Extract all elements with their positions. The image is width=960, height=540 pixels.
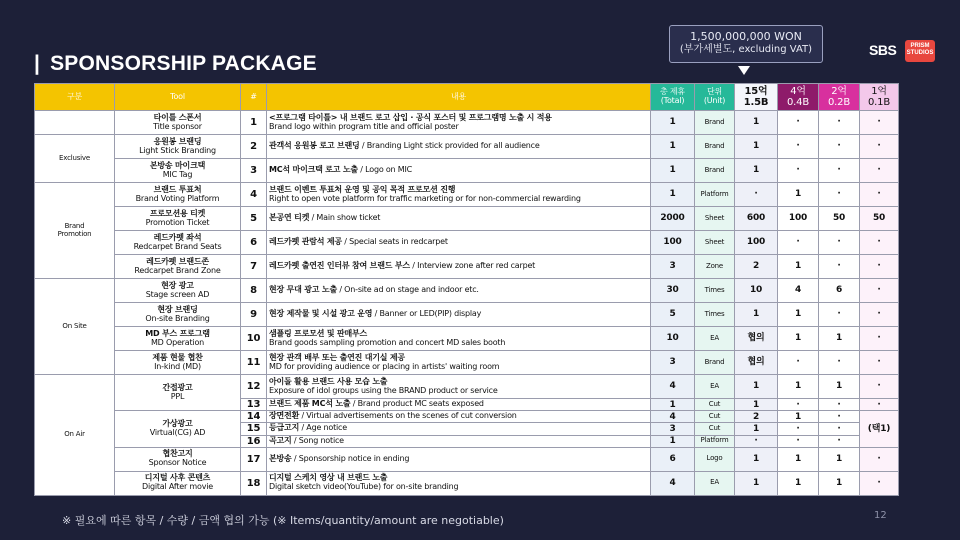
content-ko: 장면전환	[269, 411, 300, 421]
tier-0-4b-cell: 1	[778, 375, 819, 399]
unit-cell: Brand	[695, 159, 735, 183]
unit-cell: EA	[695, 375, 735, 399]
tier-1-5b-cell: 1	[735, 159, 778, 183]
row-number: 8	[241, 279, 267, 303]
tier-0-1b-cell: ·	[860, 303, 899, 327]
total-cell: 2000	[651, 207, 695, 231]
tier-0-1b-cell: ·	[860, 279, 899, 303]
tier-1-5b-cell: 1	[735, 423, 778, 435]
tool-cell	[115, 375, 241, 411]
tool-ko: 레드카펫 브랜드존	[146, 256, 209, 266]
content-cell	[267, 207, 651, 231]
unit-cell: EA	[695, 327, 735, 351]
tier-1-5b-en: 1.5B	[743, 97, 769, 108]
price-box	[669, 25, 823, 63]
content-ko: 현장 무대 광고 노출	[269, 285, 337, 295]
total-cell: 1	[651, 111, 695, 135]
tier-1-5b-cell: 1	[735, 303, 778, 327]
content-ko: 현장 관객 배부 또는 출연진 대기실 제공	[269, 352, 405, 362]
tier-0-1b-cell: ·	[860, 135, 899, 159]
tier-1-5b-cell: 1	[735, 399, 778, 411]
tool-ko: 협찬고지	[162, 449, 193, 459]
header-total-ko: 총 제휴	[660, 87, 685, 97]
unit-cell: Times	[695, 279, 735, 303]
tier-0-2b-cell: 1	[819, 471, 860, 495]
content-cell	[267, 135, 651, 159]
total-cell: 30	[651, 279, 695, 303]
tier-0-1b-cell: ·	[860, 399, 899, 411]
tool-cell	[115, 111, 241, 135]
tier-0-2b-cell: 50	[819, 207, 860, 231]
content-ko: <프로그램 타이틀> 내 브랜드 로고 삽입 · 공식 포스터 및 프로그램명 노출 시 적용	[269, 112, 552, 122]
content-ko: 디지털 스케치 영상 내 브랜드 노출	[269, 473, 388, 483]
content-ko: 레드카펫 관람석 제공	[269, 237, 342, 247]
tier-0-4b-cell: 1	[778, 327, 819, 351]
content-ko: 브랜드 이벤트 투표처 운영 및 공익 목적 프로모션 진행	[269, 184, 456, 194]
tool-en: In-kind (MD)	[154, 361, 201, 371]
tier-0-4b-cell: ·	[778, 399, 819, 411]
header-total-en: (Total)	[660, 96, 685, 105]
tool-ko: MD 부스 프로그램	[145, 328, 210, 338]
tool-cell	[115, 159, 241, 183]
total-cell: 5	[651, 303, 695, 327]
content-cell	[267, 435, 651, 447]
header-tier-0-4b	[778, 84, 819, 111]
tool-ko: 프로모션용 티켓	[149, 208, 206, 218]
row-number: 2	[241, 135, 267, 159]
content-en: / Banner or LED(PIP) display	[372, 309, 482, 319]
tool-ko: 현장 광고	[161, 280, 194, 290]
tier-0-2b-cell: 1	[819, 447, 860, 471]
content-en: / On-site ad on stage and indoor etc.	[336, 285, 479, 295]
tier-0-2b-cell: ·	[819, 159, 860, 183]
content-en: / Age notice	[299, 423, 347, 433]
tier-0-2b-cell: ·	[819, 423, 860, 435]
tool-en: Sponsor Notice	[148, 458, 207, 468]
tool-ko: 레드카펫 좌석	[153, 232, 202, 242]
content-cell	[267, 327, 651, 351]
total-cell: 3	[651, 351, 695, 375]
footer-note: ※ 필요에 따른 항목 / 수량 / 금액 협의 가능 (※ Items/quantity/amount are negotiable)	[62, 514, 504, 527]
table-row	[35, 183, 899, 207]
tier-0-4b-cell: 4	[778, 279, 819, 303]
row-number: 1	[241, 111, 267, 135]
tier-0-1b-cell: ·	[860, 111, 899, 135]
content-ko: 현장 제작물 및 시설 광고 운영	[269, 309, 373, 319]
content-en: / Logo on MIC	[357, 165, 413, 175]
row-number: 10	[241, 327, 267, 351]
table-row	[35, 471, 899, 495]
row-number: 16	[241, 435, 267, 447]
tool-en: Title sponsor	[153, 121, 202, 131]
content-en: Digital sketch video(YouTube) for on-site branding	[269, 482, 459, 492]
table-row	[35, 255, 899, 279]
tier-0-1b-cell: ·	[860, 471, 899, 495]
content-cell	[267, 255, 651, 279]
tier-1-5b-cell: 2	[735, 255, 778, 279]
tool-cell	[115, 135, 241, 159]
content-cell	[267, 351, 651, 375]
total-cell: 1	[651, 183, 695, 207]
content-en: / Brand product MC seats exposed	[350, 399, 484, 409]
total-cell: 1	[651, 399, 695, 411]
header-tool: Tool	[115, 84, 241, 111]
unit-cell: Platform	[695, 435, 735, 447]
tier-0-1b-cell: ·	[860, 447, 899, 471]
tool-ko: 가상광고	[162, 419, 193, 429]
tool-cell	[115, 255, 241, 279]
total-cell: 6	[651, 447, 695, 471]
tier-0-1b-cell: ·	[860, 351, 899, 375]
total-cell: 4	[651, 375, 695, 399]
content-en: Right to open vote platform for traffic marketing or for non-commercial rewarding	[269, 193, 581, 203]
row-number: 3	[241, 159, 267, 183]
table-row	[35, 159, 899, 183]
table-row	[35, 231, 899, 255]
tier-0-2b-cell: ·	[819, 435, 860, 447]
unit-cell: EA	[695, 471, 735, 495]
unit-cell: Zone	[695, 255, 735, 279]
tool-ko: 브랜드 투표처	[153, 184, 202, 194]
tier-0-4b-cell: ·	[778, 351, 819, 375]
price-note: (부가세별도, excluding VAT)	[679, 43, 813, 55]
tool-ko: 디지털 사후 콘텐츠	[144, 473, 211, 483]
table-row	[35, 279, 899, 303]
total-cell: 100	[651, 231, 695, 255]
tier-0-1b-choice-cell: (택1)	[860, 411, 899, 448]
unit-cell: Brand	[695, 111, 735, 135]
table-row	[35, 375, 899, 399]
tool-cell	[115, 207, 241, 231]
tier-0-2b-cell: ·	[819, 399, 860, 411]
header-content: 내용	[267, 84, 651, 111]
page-title	[34, 52, 317, 76]
unit-cell: Cut	[695, 411, 735, 423]
tool-cell	[115, 231, 241, 255]
category-brand-line1: Brand	[64, 221, 85, 230]
total-cell: 1	[651, 135, 695, 159]
tier-0-1b-ko: 1억	[871, 86, 887, 97]
tier-0-4b-cell: ·	[778, 111, 819, 135]
partner-logo-line2: STUDIOS	[906, 49, 934, 56]
tier-0-4b-cell: 1	[778, 471, 819, 495]
tier-0-2b-cell: ·	[819, 255, 860, 279]
tier-0-4b-cell: 1	[778, 183, 819, 207]
tool-en: PPL	[170, 391, 185, 401]
tool-en: Virtual(CG) AD	[149, 427, 206, 437]
tool-ko: 본방송 마이크택	[149, 160, 206, 170]
header-unit-en: (Unit)	[703, 96, 726, 105]
tier-0-2b-en: 0.2B	[828, 97, 850, 108]
tool-ko: 타이틀 스폰서	[153, 112, 202, 122]
tier-0-1b-cell: ·	[860, 327, 899, 351]
total-cell: 1	[651, 435, 695, 447]
tool-ko: 제품 현물 협찬	[152, 352, 203, 362]
category-exclusive: Exclusive	[35, 135, 115, 183]
tier-1-5b-cell: ·	[735, 183, 778, 207]
total-cell: 4	[651, 411, 695, 423]
content-en: / Branding Light stick provided for all audience	[359, 141, 540, 151]
unit-cell: Times	[695, 303, 735, 327]
header-number: #	[241, 84, 267, 111]
table-row	[35, 351, 899, 375]
content-cell	[267, 399, 651, 411]
total-cell: 1	[651, 159, 695, 183]
tier-1-5b-cell: 1	[735, 471, 778, 495]
tool-cell	[115, 447, 241, 471]
tier-0-4b-cell: 100	[778, 207, 819, 231]
tier-0-1b-cell: ·	[860, 183, 899, 207]
content-ko: 본공연 티켓	[269, 213, 310, 223]
tier-1-5b-cell: 100	[735, 231, 778, 255]
header-tier-0-2b	[819, 84, 860, 111]
title-bar: |	[34, 52, 41, 75]
content-ko: MC석 마이크택 로고 노출	[269, 165, 358, 175]
page-number: 12	[874, 510, 887, 521]
table-row	[35, 111, 899, 135]
table-row	[35, 207, 899, 231]
tier-0-2b-cell: 1	[819, 375, 860, 399]
content-cell	[267, 375, 651, 399]
tier-0-2b-cell: ·	[819, 135, 860, 159]
content-ko: 아이돌 활용 브랜드 사용 모습 노출	[269, 376, 388, 386]
tool-cell	[115, 183, 241, 207]
unit-cell: Cut	[695, 399, 735, 411]
tier-0-4b-cell: 1	[778, 411, 819, 423]
tier-0-4b-cell: 1	[778, 255, 819, 279]
tier-0-2b-cell: ·	[819, 351, 860, 375]
tier-0-4b-cell: 1	[778, 447, 819, 471]
content-en: Brand logo within program title and official poster	[269, 121, 459, 131]
title-text: SPONSORSHIP PACKAGE	[50, 52, 317, 75]
tier-0-2b-cell: ·	[819, 231, 860, 255]
content-en: / Song notice	[291, 435, 344, 445]
tier-0-2b-cell: 1	[819, 327, 860, 351]
unit-cell: Platform	[695, 183, 735, 207]
row-number: 13	[241, 399, 267, 411]
table-row	[35, 135, 899, 159]
sbs-logo: SBS	[869, 42, 897, 58]
content-cell	[267, 231, 651, 255]
content-ko: 본방송	[269, 453, 292, 463]
tool-ko: 간접광고	[162, 382, 193, 392]
content-cell	[267, 471, 651, 495]
tier-1-5b-cell: 1	[735, 135, 778, 159]
tier-0-2b-cell: ·	[819, 183, 860, 207]
tier-0-2b-cell: ·	[819, 411, 860, 423]
tier-0-1b-cell: 50	[860, 207, 899, 231]
category-onsite: On Site	[35, 279, 115, 375]
unit-cell: Cut	[695, 423, 735, 435]
tier-1-5b-cell: 협의	[735, 327, 778, 351]
category-onair: On Air	[35, 375, 115, 496]
tool-en: On-site Branding	[145, 313, 210, 323]
tier-0-1b-cell: ·	[860, 255, 899, 279]
tool-en: Digital After movie	[141, 482, 213, 492]
price-pointer-icon	[738, 66, 750, 75]
unit-cell: Sheet	[695, 231, 735, 255]
content-en: / Interview zone after red carpet	[409, 261, 536, 271]
unit-cell: Logo	[695, 447, 735, 471]
content-ko: 브랜드 제품 MC석 노출	[269, 399, 351, 409]
content-cell	[267, 303, 651, 327]
tier-1-5b-cell: 1	[735, 375, 778, 399]
row-number: 4	[241, 183, 267, 207]
content-cell	[267, 183, 651, 207]
header-unit-ko: 단위	[706, 87, 723, 97]
content-en: / Main show ticket	[309, 213, 381, 223]
tier-0-2b-cell: ·	[819, 111, 860, 135]
tier-1-5b-cell: 600	[735, 207, 778, 231]
tier-0-4b-cell: ·	[778, 435, 819, 447]
tier-1-5b-cell: 2	[735, 411, 778, 423]
content-cell	[267, 159, 651, 183]
tier-1-5b-ko: 15억	[744, 86, 768, 97]
tool-en: MIC Tag	[162, 169, 193, 179]
partner-logo	[905, 40, 935, 62]
tier-0-1b-en: 0.1B	[868, 97, 890, 108]
total-cell: 3	[651, 423, 695, 435]
tool-en: Stage screen AD	[145, 289, 210, 299]
tier-0-2b-ko: 2억	[831, 86, 847, 97]
content-cell	[267, 279, 651, 303]
tier-0-4b-cell: 1	[778, 303, 819, 327]
row-number: 12	[241, 375, 267, 399]
partner-logo-line1: PRISM	[910, 43, 930, 49]
tier-0-4b-en: 0.4B	[787, 97, 809, 108]
content-en: / Virtual advertisements on the scenes of cut conversion	[299, 411, 517, 421]
row-number: 18	[241, 471, 267, 495]
unit-cell: Sheet	[695, 207, 735, 231]
row-number: 14	[241, 411, 267, 423]
row-number: 15	[241, 423, 267, 435]
content-ko: 등급고지	[269, 423, 300, 433]
tier-0-4b-cell: ·	[778, 135, 819, 159]
header-tier-0-1b	[860, 84, 899, 111]
header-tier-1-5b	[735, 84, 778, 111]
tier-0-1b-cell: ·	[860, 231, 899, 255]
total-cell: 3	[651, 255, 695, 279]
tool-cell	[115, 411, 241, 448]
table-row	[35, 411, 899, 423]
row-number: 5	[241, 207, 267, 231]
tool-en: Brand Voting Platform	[135, 193, 220, 203]
unit-cell: Brand	[695, 135, 735, 159]
tool-cell	[115, 327, 241, 351]
category-blank	[35, 111, 115, 135]
content-en: / Special seats in redcarpet	[341, 237, 448, 247]
tier-0-1b-cell: ·	[860, 375, 899, 399]
content-cell	[267, 411, 651, 423]
sponsorship-table	[34, 83, 899, 496]
tier-1-5b-cell: 10	[735, 279, 778, 303]
row-number: 7	[241, 255, 267, 279]
header-unit	[695, 84, 735, 111]
price-amount: 1,500,000,000 WON	[690, 30, 802, 43]
row-number: 6	[241, 231, 267, 255]
tier-0-2b-cell: ·	[819, 303, 860, 327]
row-number: 17	[241, 447, 267, 471]
content-ko: 샘플링 프로모션 및 판매부스	[269, 328, 368, 338]
tool-en: Redcarpet Brand Seats	[133, 241, 222, 251]
tier-1-5b-cell: ·	[735, 435, 778, 447]
content-en: Brand goods sampling promotion and concert MD sales booth	[269, 337, 506, 347]
tool-en: Redcarpet Brand Zone	[134, 265, 221, 275]
category-brand-line2: Promotion	[57, 229, 92, 238]
tool-en: Promotion Ticket	[145, 217, 210, 227]
tool-ko: 응원봉 브랜딩	[153, 136, 202, 146]
tool-cell	[115, 279, 241, 303]
table-row	[35, 447, 899, 471]
content-ko: 곡고지	[269, 435, 292, 445]
table-row	[35, 327, 899, 351]
header-total	[651, 84, 695, 111]
tier-0-4b-cell: ·	[778, 423, 819, 435]
total-cell: 4	[651, 471, 695, 495]
tier-0-4b-cell: ·	[778, 159, 819, 183]
tier-0-2b-cell: 6	[819, 279, 860, 303]
content-cell	[267, 423, 651, 435]
content-en: MD for providing audience or placing in artists' waiting room	[269, 361, 500, 371]
tool-en: MD Operation	[150, 337, 205, 347]
tier-0-4b-cell: ·	[778, 231, 819, 255]
tool-en: Light Stick Branding	[139, 145, 216, 155]
content-en: / Sponsorship notice in ending	[291, 453, 410, 463]
tier-1-5b-cell: 1	[735, 111, 778, 135]
tool-ko: 현장 브랜딩	[157, 304, 198, 314]
tool-cell	[115, 351, 241, 375]
content-en: Exposure of idol groups using the BRAND product or service	[269, 385, 498, 395]
tier-0-4b-ko: 4억	[790, 86, 806, 97]
content-cell	[267, 111, 651, 135]
row-number: 11	[241, 351, 267, 375]
tool-cell	[115, 471, 241, 495]
tier-1-5b-cell: 1	[735, 447, 778, 471]
content-ko: 레드카펫 출연진 인터뷰 참여 브랜드 부스	[269, 261, 410, 271]
tier-0-1b-cell: ·	[860, 159, 899, 183]
total-cell: 10	[651, 327, 695, 351]
row-number: 9	[241, 303, 267, 327]
header-category: 구분	[35, 84, 115, 111]
content-ko: 관객석 응원봉 로고 브랜딩	[269, 141, 360, 151]
unit-cell: Brand	[695, 351, 735, 375]
table-row	[35, 303, 899, 327]
content-cell	[267, 447, 651, 471]
tier-1-5b-cell: 협의	[735, 351, 778, 375]
tool-cell	[115, 303, 241, 327]
category-brand-promotion	[35, 183, 115, 279]
